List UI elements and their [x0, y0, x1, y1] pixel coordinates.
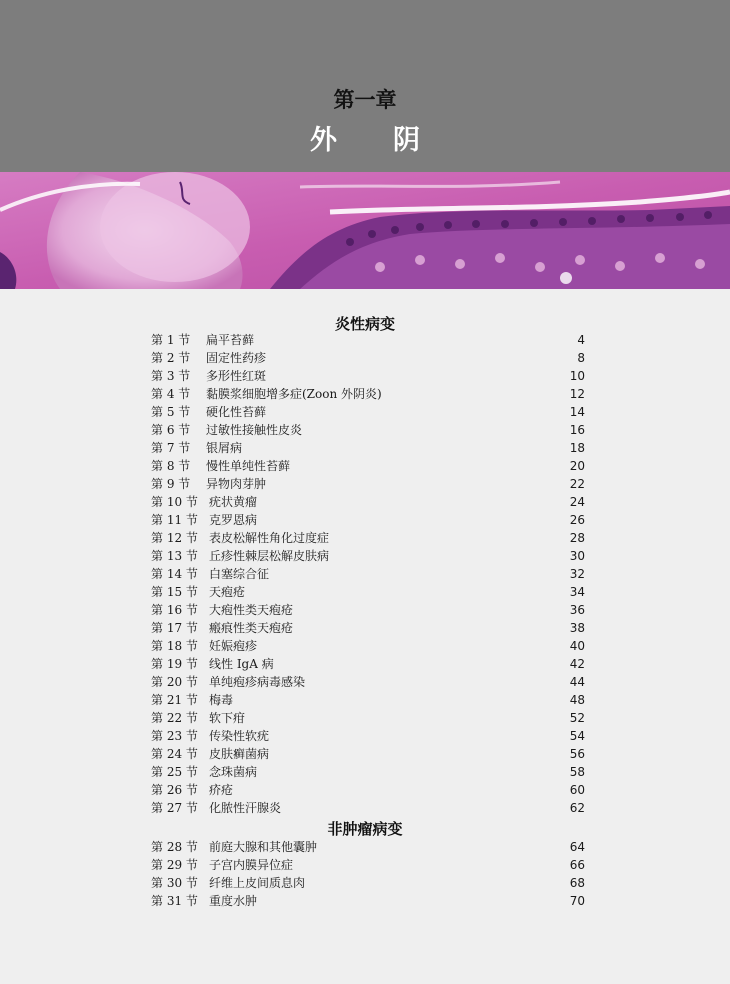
toc-entry[interactable]	[151, 709, 585, 727]
toc-entry[interactable]	[151, 637, 585, 655]
entry-number: 第 29 节	[151, 858, 198, 872]
entry-number: 第 16 节	[151, 603, 198, 617]
entry-title: 大疱性类天疱疮	[209, 603, 294, 617]
entry-number: 第 6 节	[151, 423, 191, 437]
entry-number: 第 30 节	[151, 876, 198, 890]
toc-entry[interactable]	[151, 385, 585, 403]
entry-page: 62	[569, 801, 585, 815]
entry-number: 第 18 节	[151, 639, 198, 653]
toc-entry[interactable]	[151, 565, 585, 583]
entry-title: 纤维上皮间质息肉	[209, 876, 306, 890]
entry-page: 58	[569, 765, 585, 779]
entry-page: 34	[569, 585, 585, 599]
entry-number: 第 14 节	[151, 567, 198, 581]
entry-number: 第 25 节	[151, 765, 198, 779]
entry-title: 硬化性苔藓	[206, 405, 267, 419]
entry-title: 扁平苔藓	[206, 333, 255, 347]
toc-entry[interactable]	[151, 403, 585, 421]
entry-number: 第 11 节	[151, 513, 198, 527]
toc-entry[interactable]	[151, 601, 585, 619]
entry-number: 第 31 节	[151, 894, 198, 908]
entry-number: 第 24 节	[151, 747, 198, 761]
entry-number: 第 10 节	[151, 495, 198, 509]
entry-number: 第 15 节	[151, 585, 198, 599]
entry-page: 64	[569, 840, 585, 854]
toc-entry[interactable]	[151, 367, 585, 385]
entry-title: 多形性红斑	[206, 369, 267, 383]
chapter-header	[0, 0, 730, 172]
toc-entry[interactable]	[151, 349, 585, 367]
entry-page: 16	[569, 423, 585, 437]
entry-number: 第 5 节	[151, 405, 191, 419]
entry-title: 妊娠疱疹	[209, 639, 258, 653]
entry-number: 第 1 节	[151, 333, 191, 347]
entry-page: 36	[569, 603, 585, 617]
toc-entry[interactable]	[151, 421, 585, 439]
toc-entry[interactable]	[151, 838, 585, 856]
entry-title: 克罗恩病	[209, 513, 258, 527]
toc-entry[interactable]	[151, 892, 585, 910]
histology-banner-image	[0, 172, 730, 289]
entry-number: 第 3 节	[151, 369, 191, 383]
entry-number: 第 7 节	[151, 441, 191, 455]
entry-page: 66	[569, 858, 585, 872]
entry-page: 22	[569, 477, 585, 491]
entry-title: 皮肤癣菌病	[209, 747, 270, 761]
toc-entry[interactable]	[151, 529, 585, 547]
toc-entry[interactable]	[151, 745, 585, 763]
entry-title: 丘疹性棘层松解皮肤病	[209, 549, 330, 563]
entry-number: 第 21 节	[151, 693, 198, 707]
toc-entry[interactable]	[151, 583, 585, 601]
entry-page: 60	[569, 783, 585, 797]
entry-page: 24	[569, 495, 585, 509]
entry-number: 第 9 节	[151, 477, 191, 491]
entry-title: 疣状黄瘤	[209, 495, 258, 509]
entry-title: 线性 IgA 病	[209, 657, 274, 671]
entry-page: 70	[569, 894, 585, 908]
entry-page: 52	[569, 711, 585, 725]
entry-page: 38	[569, 621, 585, 635]
entry-title: 固定性药疹	[206, 351, 267, 365]
entry-page: 8	[577, 351, 585, 365]
entry-number: 第 19 节	[151, 657, 198, 671]
toc-entry[interactable]	[151, 457, 585, 475]
toc-entry[interactable]	[151, 781, 585, 799]
toc-entry[interactable]	[151, 799, 585, 817]
entry-title: 瘢痕性类天疱疮	[209, 621, 294, 635]
toc-entry[interactable]	[151, 619, 585, 637]
entry-page: 20	[569, 459, 585, 473]
entry-title: 银屑病	[206, 441, 243, 455]
entry-title: 传染性软疣	[209, 729, 270, 743]
toc-entry[interactable]	[151, 874, 585, 892]
entry-number: 第 23 节	[151, 729, 198, 743]
entry-number: 第 20 节	[151, 675, 198, 689]
entry-page: 54	[569, 729, 585, 743]
entry-page: 30	[569, 549, 585, 563]
entry-title: 慢性单纯性苔藓	[206, 459, 291, 473]
chapter-title: 外阴	[310, 125, 476, 156]
entry-title: 重度水肿	[209, 894, 258, 908]
entry-number: 第 8 节	[151, 459, 191, 473]
entry-page: 48	[569, 693, 585, 707]
entry-page: 4	[577, 333, 585, 347]
entry-page: 42	[569, 657, 585, 671]
toc-entry[interactable]	[151, 691, 585, 709]
toc-entry[interactable]	[151, 856, 585, 874]
toc-entry[interactable]	[151, 673, 585, 691]
entry-title: 天疱疮	[209, 585, 246, 599]
toc-list-inflammatory	[151, 331, 585, 817]
toc-list-non-neoplastic	[151, 838, 585, 910]
section-heading-inflammatory: 炎性病变	[334, 315, 395, 333]
entry-title: 子宫内膜异位症	[209, 858, 294, 872]
entry-number: 第 26 节	[151, 783, 198, 797]
toc-entry[interactable]	[151, 511, 585, 529]
entry-title: 化脓性汗腺炎	[209, 801, 282, 815]
entry-number: 第 28 节	[151, 840, 198, 854]
entry-number: 第 2 节	[151, 351, 191, 365]
entry-page: 40	[569, 639, 585, 653]
toc-entry[interactable]	[151, 439, 585, 457]
entry-title: 疥疮	[209, 783, 234, 797]
entry-title: 过敏性接触性皮炎	[206, 423, 303, 437]
toc-entry[interactable]	[151, 331, 585, 349]
entry-number: 第 22 节	[151, 711, 198, 725]
entry-number: 第 27 节	[151, 801, 198, 815]
entry-title: 表皮松解性角化过度症	[209, 531, 330, 545]
entry-title: 梅毒	[209, 693, 234, 707]
entry-title: 白塞综合征	[209, 567, 270, 581]
entry-page: 26	[569, 513, 585, 527]
entry-page: 12	[569, 387, 585, 401]
entry-page: 28	[569, 531, 585, 545]
entry-page: 18	[569, 441, 585, 455]
entry-page: 32	[569, 567, 585, 581]
entry-number: 第 17 节	[151, 621, 198, 635]
entry-number: 第 12 节	[151, 531, 198, 545]
entry-title: 念珠菌病	[209, 765, 258, 779]
entry-page: 44	[569, 675, 585, 689]
section-heading-non-neoplastic: 非肿瘤病变	[327, 820, 403, 838]
toc-entry[interactable]	[151, 727, 585, 745]
entry-page: 56	[569, 747, 585, 761]
entry-title: 单纯疱疹病毒感染	[209, 675, 306, 689]
entry-page: 14	[569, 405, 585, 419]
entry-title: 黏膜浆细胞增多症(Zoon 外阴炎)	[206, 387, 382, 401]
entry-title: 软下疳	[209, 711, 246, 725]
toc-entry[interactable]	[151, 475, 585, 493]
toc-entry[interactable]	[151, 763, 585, 781]
chapter-number: 第一章	[333, 87, 397, 112]
toc-entry[interactable]	[151, 655, 585, 673]
entry-number: 第 13 节	[151, 549, 198, 563]
entry-title: 前庭大腺和其他囊肿	[209, 840, 318, 854]
entry-page: 10	[569, 369, 585, 383]
entry-title: 异物肉芽肿	[206, 477, 267, 491]
entry-page: 68	[569, 876, 585, 890]
toc-entry[interactable]	[151, 493, 585, 511]
entry-number: 第 4 节	[151, 387, 191, 401]
toc-entry[interactable]	[151, 547, 585, 565]
